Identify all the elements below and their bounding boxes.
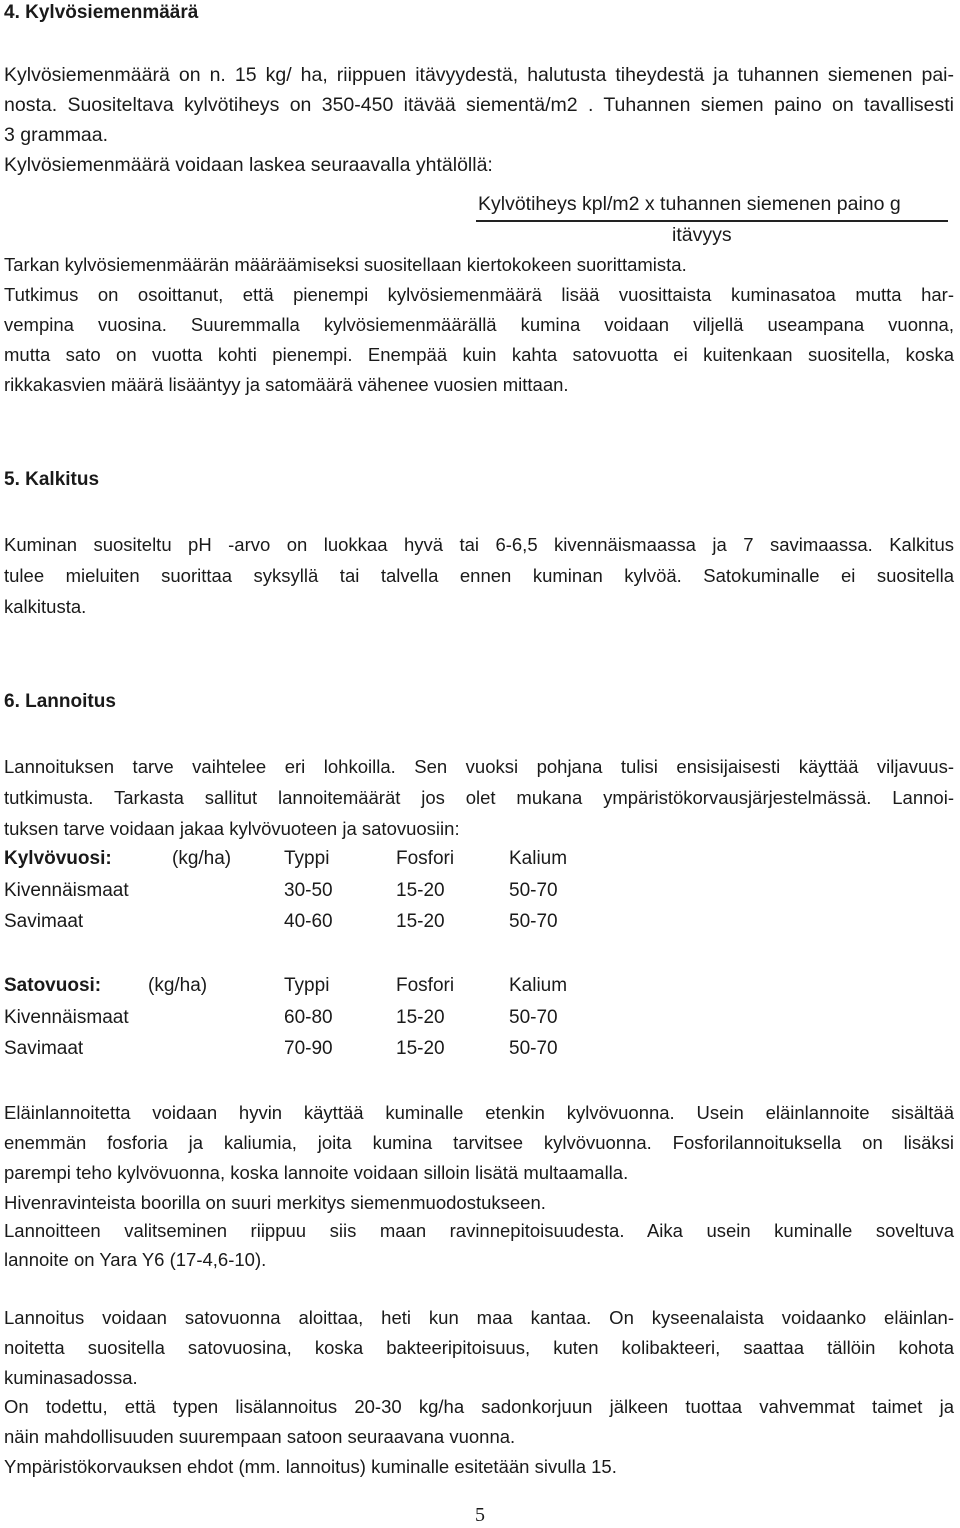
formula-denominator: itävyys bbox=[672, 224, 732, 246]
paragraph-line: nosta. Suositeltava kylvötiheys on 350-450 itävää siementä/m2 . Tuhannen siemen paino on tavallisesti bbox=[4, 94, 954, 116]
section-heading-lannoitus: 6. Lannoitus bbox=[4, 691, 116, 712]
paragraph-line: mutta sato on vuotta kohti pienempi. Enempää kuin kahta satovuotta ei kuitenkaan suositella, koska bbox=[4, 344, 954, 365]
column-header: Kalium bbox=[509, 848, 568, 869]
paragraph-line: Kuminan suositeltu pH -arvo on luokkaa hyvä tai 6-6,5 kivennäismaassa ja 7 savimaassa. Kalkitus bbox=[4, 534, 954, 555]
paragraph-line: On todettu, että typen lisälannoitus 20-30 kg/ha sadonkorjuun jälkeen tuottaa vahvemmat taimet ja bbox=[4, 1396, 954, 1417]
table-cell: 15-20 bbox=[396, 1038, 445, 1059]
table-cell: 15-20 bbox=[396, 911, 445, 932]
column-header: Typpi bbox=[284, 975, 330, 996]
paragraph-line: rikkakasvien määrä lisääntyy ja satomäärä vähenee vuosien mittaan. bbox=[4, 374, 569, 395]
table-title: Kylvövuosi: bbox=[4, 848, 112, 869]
paragraph-line: noitetta suositella satovuosina, koska bakteeripitoisuus, kuten kolibakteeri, saattaa tällöin kohota bbox=[4, 1337, 954, 1358]
table-unit: (kg/ha) bbox=[148, 975, 208, 996]
column-header: Fosfori bbox=[396, 848, 455, 869]
paragraph-line: tutkimusta. Tarkasta sallitut lannoitemäärät jos olet mukana ympäristökorvausjärjestelmässä. Lannoi- bbox=[4, 787, 954, 808]
paragraph-line: kuminasadossa. bbox=[4, 1367, 138, 1388]
page-number: 5 bbox=[475, 1504, 485, 1526]
paragraph-line: Lannoitus voidaan satovuonna aloittaa, heti kun maa kantaa. On kyseenalaista voidaanko eläinlan- bbox=[4, 1307, 954, 1328]
paragraph-line: kalkitusta. bbox=[4, 596, 87, 617]
row-label: Savimaat bbox=[4, 1038, 84, 1059]
paragraph-line: Tarkan kylvösiemenmäärän määräämiseksi suositellaan kiertokokeen suorittamista. bbox=[4, 254, 687, 275]
row-label: Kivennäismaat bbox=[4, 1007, 129, 1028]
table-cell: 60-80 bbox=[284, 1007, 333, 1028]
table-cell: 40-60 bbox=[284, 911, 333, 932]
paragraph-line: enemmän fosforia ja kaliumia, joita kumina tarvitsee kylvövuonna. Fosforilannoituksella on lisäksi bbox=[4, 1132, 954, 1153]
table-cell: 70-90 bbox=[284, 1038, 333, 1059]
section-heading-kylvosiemenmaara: 4. Kylvösiemenmäärä bbox=[4, 2, 199, 23]
column-header: Fosfori bbox=[396, 975, 455, 996]
row-label: Kivennäismaat bbox=[4, 880, 129, 901]
table-cell: 50-70 bbox=[509, 880, 558, 901]
paragraph-line: Hivenravinteista boorilla on suuri merkitys siemenmuodostukseen. bbox=[4, 1192, 546, 1213]
paragraph-line: Kylvösiemenmäärä voidaan laskea seuraavalla yhtälöllä: bbox=[4, 154, 493, 176]
row-label: Savimaat bbox=[4, 911, 84, 932]
table-cell: 15-20 bbox=[396, 880, 445, 901]
table-cell: 15-20 bbox=[396, 1007, 445, 1028]
paragraph-line: lannoite on Yara Y6 (17-4,6-10). bbox=[4, 1249, 267, 1270]
paragraph-line: näin mahdollisuuden suurempaan satoon seuraavana vuonna. bbox=[4, 1426, 516, 1447]
table-cell: 30-50 bbox=[284, 880, 333, 901]
paragraph-line: tuksen tarve voidaan jakaa kylvövuoteen ja satovuosiin: bbox=[4, 818, 460, 839]
column-header: Kalium bbox=[509, 975, 568, 996]
table-unit: (kg/ha) bbox=[172, 848, 232, 869]
paragraph-line: Tutkimus on osoittanut, että pienempi kylvösiemenmäärä lisää vuosittaista kuminasatoa mutta har- bbox=[4, 284, 954, 305]
paragraph-line: vempina vuosina. Suuremmalla kylvösiemenmäärällä kumina voidaan viljellä useampana vuonna, bbox=[4, 314, 954, 335]
formula-numerator: Kylvötiheys kpl/m2 x tuhannen siemenen paino g bbox=[478, 193, 901, 215]
section-heading-kalkitus: 5. Kalkitus bbox=[4, 469, 100, 490]
paragraph-line: Lannoituksen tarve vaihtelee eri lohkoilla. Sen vuoksi pohjana tulisi ensisijaisesti käyttää viljavuus- bbox=[4, 756, 954, 777]
paragraph-line: 3 grammaa. bbox=[4, 124, 109, 146]
paragraph-line: Eläinlannoitetta voidaan hyvin käyttää kuminalle etenkin kylvövuonna. Usein eläinlannoite sisältää bbox=[4, 1102, 954, 1123]
paragraph-line: Kylvösiemenmäärä on n. 15 kg/ ha, riippuen itävyydestä, halutusta tiheydestä ja tuhannen siemenen pai- bbox=[4, 64, 954, 86]
paragraph-line: parempi teho kylvövuonna, koska lannoite voidaan silloin lisätä multaamalla. bbox=[4, 1162, 629, 1183]
column-header: Typpi bbox=[284, 848, 330, 869]
table-cell: 50-70 bbox=[509, 1007, 558, 1028]
paragraph-line: tulee mieluiten suorittaa syksyllä tai talvella ennen kuminan kylvöä. Satokuminalle ei suositella bbox=[4, 565, 954, 586]
table-cell: 50-70 bbox=[509, 1038, 558, 1059]
table-title: Satovuosi: bbox=[4, 975, 102, 996]
table-cell: 50-70 bbox=[509, 911, 558, 932]
paragraph-line: Ympäristökorvauksen ehdot (mm. lannoitus) kuminalle esitetään sivulla 15. bbox=[4, 1456, 617, 1477]
paragraph-line: Lannoitteen valitseminen riippuu siis maan ravinnepitoisuudesta. Aika usein kuminalle soveltuva bbox=[4, 1220, 954, 1241]
